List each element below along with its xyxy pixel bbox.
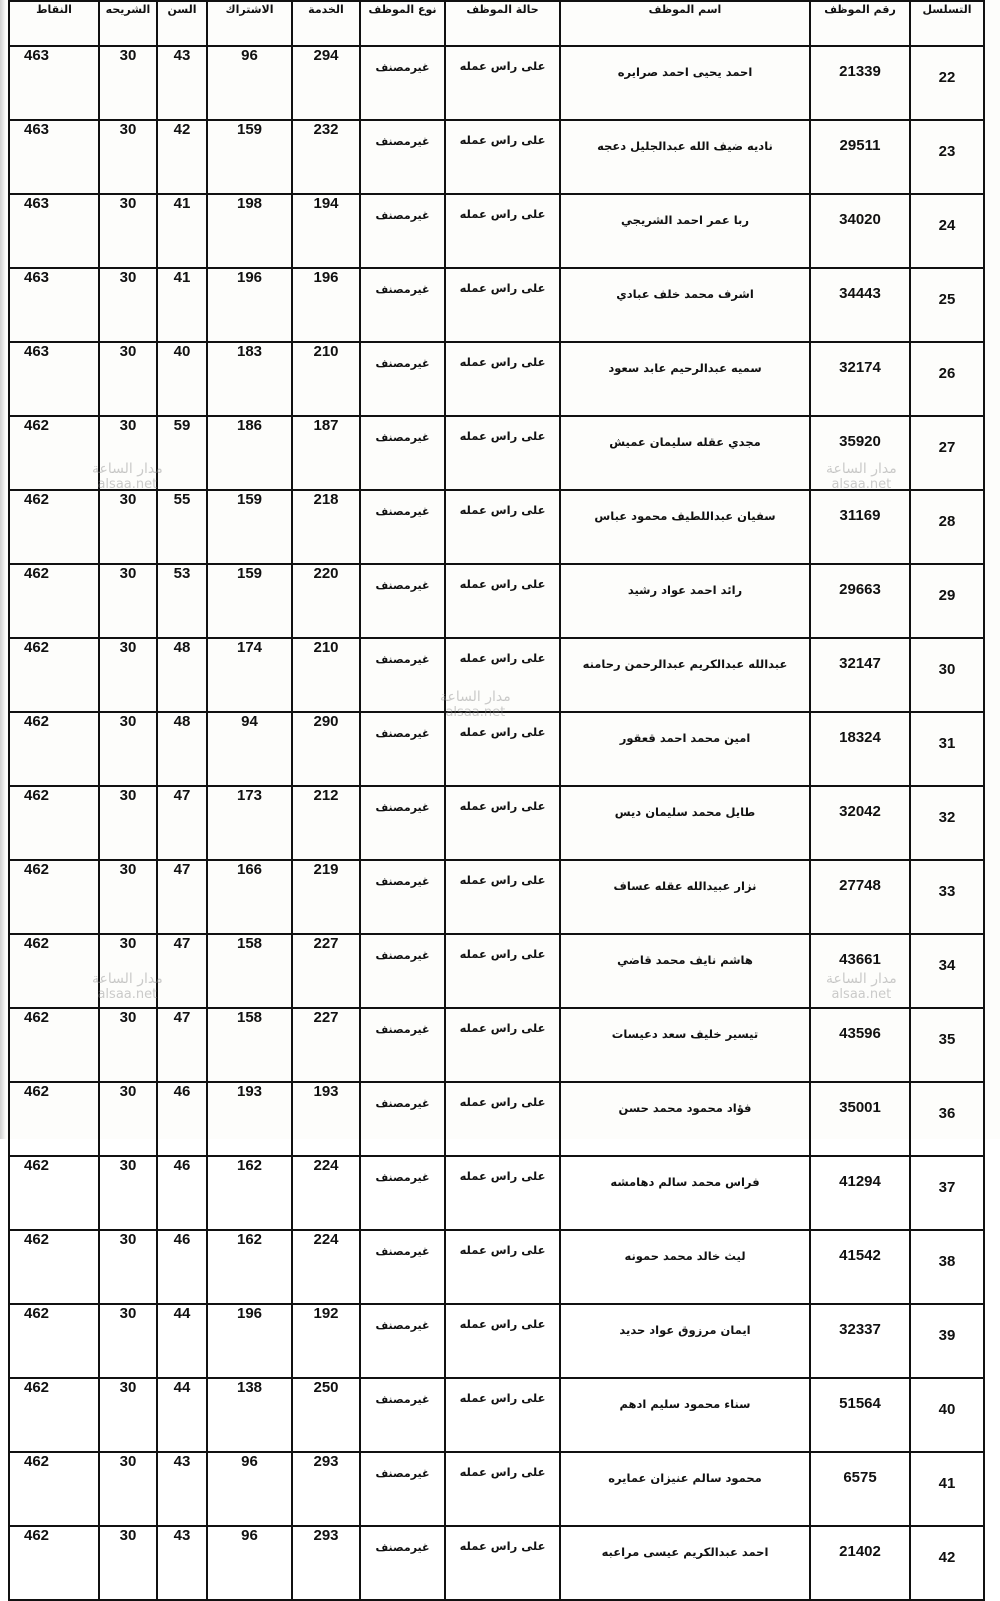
table-row <box>9 268 984 342</box>
cell-points: 463 <box>9 120 99 194</box>
cell-age: 46 <box>157 1082 207 1156</box>
cell-category: 30 <box>99 1230 157 1304</box>
cell-employee-status: على راس عمله <box>445 1156 560 1230</box>
cell-age: 42 <box>157 120 207 194</box>
cell-contribution: 198 <box>207 194 292 268</box>
cell-employee-name: ربا عمر احمد الشريجي <box>560 194 810 268</box>
cell-employee-number: 35001 <box>810 1082 910 1156</box>
cell-age: 43 <box>157 46 207 120</box>
cell-age: 47 <box>157 1008 207 1082</box>
watermark-arabic: مدار الساعة <box>440 689 511 705</box>
cell-contribution: 159 <box>207 564 292 638</box>
cell-category: 30 <box>99 712 157 786</box>
header-service: الخدمة <box>292 1 360 46</box>
cell-category: 30 <box>99 638 157 712</box>
cell-employee-name: ايمان مرزوق عواد حديد <box>560 1304 810 1378</box>
cell-service: 210 <box>292 342 360 416</box>
cell-points: 463 <box>9 46 99 120</box>
cell-points: 462 <box>9 1378 99 1452</box>
cell-sequence: 41 <box>910 1452 984 1526</box>
cell-employee-name: محمود سالم عنيزان عمايره <box>560 1452 810 1526</box>
cell-sequence: 28 <box>910 490 984 564</box>
cell-employee-status: على راس عمله <box>445 1082 560 1156</box>
cell-age: 46 <box>157 1156 207 1230</box>
cell-employee-number: 32174 <box>810 342 910 416</box>
cell-category: 30 <box>99 1082 157 1156</box>
cell-age: 46 <box>157 1230 207 1304</box>
cell-employee-status: على راس عمله <box>445 46 560 120</box>
table-row <box>9 490 984 564</box>
cell-employee-type: غيرمصنف <box>360 120 445 194</box>
table-header-row <box>9 1 984 46</box>
cell-category: 30 <box>99 342 157 416</box>
cell-contribution: 158 <box>207 934 292 1008</box>
cell-points: 462 <box>9 934 99 1008</box>
cell-employee-status: على راس عمله <box>445 342 560 416</box>
watermark-domain: alsaa.net <box>831 477 892 492</box>
cell-employee-number: 31169 <box>810 490 910 564</box>
cell-employee-number: 6575 <box>810 1452 910 1526</box>
table-row <box>9 1230 984 1304</box>
header-category: الشريحه <box>99 1 157 46</box>
cell-employee-number: 43596 <box>810 1008 910 1082</box>
cell-sequence: 23 <box>910 120 984 194</box>
watermark-domain: alsaa.net <box>445 705 506 720</box>
cell-contribution: 162 <box>207 1156 292 1230</box>
cell-employee-type: غيرمصنف <box>360 1082 445 1156</box>
cell-service: 218 <box>292 490 360 564</box>
header-employee-number: رقم الموظف <box>810 1 910 46</box>
cell-service: 227 <box>292 934 360 1008</box>
cell-age: 41 <box>157 194 207 268</box>
cell-employee-number: 27748 <box>810 860 910 934</box>
cell-employee-status: على راس عمله <box>445 638 560 712</box>
cell-sequence: 33 <box>910 860 984 934</box>
cell-employee-type: غيرمصنف <box>360 1304 445 1378</box>
cell-employee-name: سفيان عبداللطيف محمود عباس <box>560 490 810 564</box>
cell-points: 462 <box>9 1082 99 1156</box>
cell-employee-status: على راس عمله <box>445 712 560 786</box>
cell-employee-name: ناديه ضيف الله عبدالجليل دعجه <box>560 120 810 194</box>
cell-employee-name: فراس محمد سالم دهامشه <box>560 1156 810 1230</box>
cell-sequence: 39 <box>910 1304 984 1378</box>
cell-service: 232 <box>292 120 360 194</box>
cell-points: 463 <box>9 194 99 268</box>
cell-age: 41 <box>157 268 207 342</box>
cell-employee-status: على راس عمله <box>445 268 560 342</box>
table-row <box>9 120 984 194</box>
table-row <box>9 1156 984 1230</box>
cell-employee-name: احمد عبدالكريم عيسى مراعبه <box>560 1526 810 1600</box>
cell-employee-type: غيرمصنف <box>360 1452 445 1526</box>
cell-employee-status: على راس عمله <box>445 1230 560 1304</box>
cell-sequence: 40 <box>910 1378 984 1452</box>
table-row <box>9 194 984 268</box>
cell-age: 43 <box>157 1526 207 1600</box>
cell-category: 30 <box>99 46 157 120</box>
table-body <box>9 46 984 1600</box>
cell-service: 294 <box>292 46 360 120</box>
table-row <box>9 712 984 786</box>
cell-sequence: 22 <box>910 46 984 120</box>
cell-points: 462 <box>9 564 99 638</box>
cell-category: 30 <box>99 564 157 638</box>
cell-age: 40 <box>157 342 207 416</box>
table-row <box>9 934 984 1008</box>
cell-employee-number: 32337 <box>810 1304 910 1378</box>
cell-employee-status: على راس عمله <box>445 1452 560 1526</box>
cell-employee-name: سناء محمود سليم ادهم <box>560 1378 810 1452</box>
cell-service: 192 <box>292 1304 360 1378</box>
cell-employee-name: طايل محمد سليمان ديس <box>560 786 810 860</box>
cell-category: 30 <box>99 194 157 268</box>
cell-employee-number: 32147 <box>810 638 910 712</box>
cell-employee-status: على راس عمله <box>445 934 560 1008</box>
cell-employee-name: فؤاد محمود محمد حسن <box>560 1082 810 1156</box>
cell-category: 30 <box>99 268 157 342</box>
cell-sequence: 38 <box>910 1230 984 1304</box>
table-row <box>9 564 984 638</box>
cell-employee-type: غيرمصنف <box>360 564 445 638</box>
cell-employee-type: غيرمصنف <box>360 1230 445 1304</box>
cell-employee-name: رائد احمد عواد رشيد <box>560 564 810 638</box>
cell-contribution: 173 <box>207 786 292 860</box>
cell-employee-number: 41542 <box>810 1230 910 1304</box>
cell-sequence: 32 <box>910 786 984 860</box>
cell-contribution: 96 <box>207 1526 292 1600</box>
cell-contribution: 96 <box>207 46 292 120</box>
watermark-arabic: مدار الساعة <box>826 971 897 987</box>
cell-service: 187 <box>292 416 360 490</box>
cell-sequence: 42 <box>910 1526 984 1600</box>
cell-sequence: 37 <box>910 1156 984 1230</box>
cell-service: 210 <box>292 638 360 712</box>
cell-employee-number: 51564 <box>810 1378 910 1452</box>
cell-service: 224 <box>292 1156 360 1230</box>
cell-employee-number: 29663 <box>810 564 910 638</box>
cell-employee-status: على راس عمله <box>445 860 560 934</box>
cell-category: 30 <box>99 1526 157 1600</box>
cell-category: 30 <box>99 120 157 194</box>
cell-employee-name: اشرف محمد خلف عبادي <box>560 268 810 342</box>
cell-points: 462 <box>9 712 99 786</box>
cell-employee-type: غيرمصنف <box>360 490 445 564</box>
cell-category: 30 <box>99 1304 157 1378</box>
cell-contribution: 96 <box>207 1452 292 1526</box>
cell-employee-status: على راس عمله <box>445 1526 560 1600</box>
cell-employee-number: 41294 <box>810 1156 910 1230</box>
header-contribution: الاشتراك <box>207 1 292 46</box>
cell-points: 463 <box>9 342 99 416</box>
cell-points: 462 <box>9 1008 99 1082</box>
cell-employee-status: على راس عمله <box>445 1304 560 1378</box>
cell-employee-type: غيرمصنف <box>360 342 445 416</box>
cell-sequence: 36 <box>910 1082 984 1156</box>
cell-employee-status: على راس عمله <box>445 786 560 860</box>
cell-age: 59 <box>157 416 207 490</box>
cell-service: 220 <box>292 564 360 638</box>
cell-contribution: 183 <box>207 342 292 416</box>
cell-contribution: 196 <box>207 1304 292 1378</box>
cell-age: 44 <box>157 1378 207 1452</box>
cell-age: 43 <box>157 1452 207 1526</box>
cell-category: 30 <box>99 1378 157 1452</box>
watermark-domain: alsaa.net <box>97 987 158 1002</box>
cell-service: 224 <box>292 1230 360 1304</box>
cell-employee-type: غيرمصنف <box>360 1378 445 1452</box>
header-sequence: التسلسل <box>910 1 984 46</box>
cell-points: 462 <box>9 1526 99 1600</box>
cell-service: 290 <box>292 712 360 786</box>
table-row <box>9 786 984 860</box>
cell-employee-status: على راس عمله <box>445 416 560 490</box>
employee-table <box>8 0 985 1601</box>
cell-employee-number: 21402 <box>810 1526 910 1600</box>
cell-employee-number: 21339 <box>810 46 910 120</box>
cell-contribution: 159 <box>207 120 292 194</box>
table-row <box>9 1008 984 1082</box>
header-points: النقاط <box>9 1 99 46</box>
cell-employee-type: غيرمصنف <box>360 416 445 490</box>
cell-employee-name: مجدي عقله سليمان عميش <box>560 416 810 490</box>
cell-service: 293 <box>292 1452 360 1526</box>
cell-employee-number: 34443 <box>810 268 910 342</box>
cell-employee-name: امين محمد احمد قعقور <box>560 712 810 786</box>
cell-employee-name: عبدالله عبدالكريم عبدالرحمن رحامنه <box>560 638 810 712</box>
scan-edge <box>0 0 6 1139</box>
cell-points: 462 <box>9 1304 99 1378</box>
cell-service: 194 <box>292 194 360 268</box>
cell-employee-type: غيرمصنف <box>360 638 445 712</box>
cell-service: 212 <box>292 786 360 860</box>
cell-service: 227 <box>292 1008 360 1082</box>
cell-points: 462 <box>9 1230 99 1304</box>
table-row <box>9 342 984 416</box>
cell-points: 463 <box>9 268 99 342</box>
cell-sequence: 30 <box>910 638 984 712</box>
cell-employee-status: على راس عمله <box>445 1378 560 1452</box>
cell-contribution: 158 <box>207 1008 292 1082</box>
cell-sequence: 29 <box>910 564 984 638</box>
cell-category: 30 <box>99 1452 157 1526</box>
table-row <box>9 46 984 120</box>
cell-service: 250 <box>292 1378 360 1452</box>
cell-sequence: 27 <box>910 416 984 490</box>
cell-contribution: 138 <box>207 1378 292 1452</box>
cell-employee-number: 29511 <box>810 120 910 194</box>
cell-employee-type: غيرمصنف <box>360 860 445 934</box>
watermark-arabic: مدار الساعة <box>92 461 163 477</box>
cell-contribution: 159 <box>207 490 292 564</box>
cell-age: 47 <box>157 934 207 1008</box>
cell-age: 44 <box>157 1304 207 1378</box>
cell-category: 30 <box>99 934 157 1008</box>
table-row <box>9 1082 984 1156</box>
cell-points: 462 <box>9 416 99 490</box>
cell-contribution: 166 <box>207 860 292 934</box>
cell-service: 219 <box>292 860 360 934</box>
cell-category: 30 <box>99 1008 157 1082</box>
cell-employee-status: على راس عمله <box>445 564 560 638</box>
cell-employee-type: غيرمصنف <box>360 194 445 268</box>
cell-employee-name: هاشم نايف محمد قاضي <box>560 934 810 1008</box>
cell-employee-number: 34020 <box>810 194 910 268</box>
cell-service: 193 <box>292 1082 360 1156</box>
cell-employee-type: غيرمصنف <box>360 712 445 786</box>
cell-contribution: 186 <box>207 416 292 490</box>
cell-sequence: 24 <box>910 194 984 268</box>
cell-employee-status: على راس عمله <box>445 490 560 564</box>
header-employee-name: اسم الموظف <box>560 1 810 46</box>
cell-employee-name: احمد يحيى احمد صرايره <box>560 46 810 120</box>
cell-employee-type: غيرمصنف <box>360 1156 445 1230</box>
cell-age: 55 <box>157 490 207 564</box>
cell-contribution: 162 <box>207 1230 292 1304</box>
cell-employee-name: سميه عبدالرحيم عابد سعود <box>560 342 810 416</box>
cell-category: 30 <box>99 490 157 564</box>
cell-sequence: 25 <box>910 268 984 342</box>
cell-employee-name: نزار عبيدالله عقله عساف <box>560 860 810 934</box>
cell-sequence: 31 <box>910 712 984 786</box>
cell-contribution: 193 <box>207 1082 292 1156</box>
cell-contribution: 94 <box>207 712 292 786</box>
header-age: السن <box>157 1 207 46</box>
cell-service: 196 <box>292 268 360 342</box>
cell-employee-type: غيرمصنف <box>360 1526 445 1600</box>
cell-age: 47 <box>157 860 207 934</box>
header-employee-type: نوع الموظف <box>360 1 445 46</box>
cell-sequence: 34 <box>910 934 984 1008</box>
table-row <box>9 1526 984 1600</box>
cell-employee-number: 43661 <box>810 934 910 1008</box>
watermark-arabic: مدار الساعة <box>92 971 163 987</box>
cell-category: 30 <box>99 416 157 490</box>
table-row <box>9 416 984 490</box>
cell-age: 47 <box>157 786 207 860</box>
cell-points: 462 <box>9 638 99 712</box>
table-row <box>9 1304 984 1378</box>
cell-contribution: 196 <box>207 268 292 342</box>
cell-employee-number: 35920 <box>810 416 910 490</box>
cell-points: 462 <box>9 786 99 860</box>
cell-employee-type: غيرمصنف <box>360 46 445 120</box>
cell-category: 30 <box>99 860 157 934</box>
cell-points: 462 <box>9 490 99 564</box>
cell-points: 462 <box>9 860 99 934</box>
cell-sequence: 26 <box>910 342 984 416</box>
cell-age: 53 <box>157 564 207 638</box>
cell-points: 462 <box>9 1156 99 1230</box>
cell-employee-type: غيرمصنف <box>360 786 445 860</box>
cell-age: 48 <box>157 638 207 712</box>
cell-employee-status: على راس عمله <box>445 194 560 268</box>
cell-sequence: 35 <box>910 1008 984 1082</box>
cell-category: 30 <box>99 786 157 860</box>
table-row <box>9 1378 984 1452</box>
cell-employee-type: غيرمصنف <box>360 934 445 1008</box>
cell-service: 293 <box>292 1526 360 1600</box>
table-row <box>9 860 984 934</box>
table-row <box>9 638 984 712</box>
cell-employee-type: غيرمصنف <box>360 268 445 342</box>
table-row <box>9 1452 984 1526</box>
cell-employee-name: ليث خالد محمد حمونه <box>560 1230 810 1304</box>
cell-employee-number: 32042 <box>810 786 910 860</box>
header-employee-status: حالة الموظف <box>445 1 560 46</box>
cell-category: 30 <box>99 1156 157 1230</box>
cell-employee-status: على راس عمله <box>445 1008 560 1082</box>
cell-age: 48 <box>157 712 207 786</box>
cell-employee-number: 18324 <box>810 712 910 786</box>
watermark-domain: alsaa.net <box>831 987 892 1002</box>
watermark-arabic: مدار الساعة <box>826 461 897 477</box>
cell-employee-name: تيسير خليف سعد دعيسات <box>560 1008 810 1082</box>
cell-contribution: 174 <box>207 638 292 712</box>
watermark-domain: alsaa.net <box>97 477 158 492</box>
cell-points: 462 <box>9 1452 99 1526</box>
cell-employee-status: على راس عمله <box>445 120 560 194</box>
cell-employee-type: غيرمصنف <box>360 1008 445 1082</box>
